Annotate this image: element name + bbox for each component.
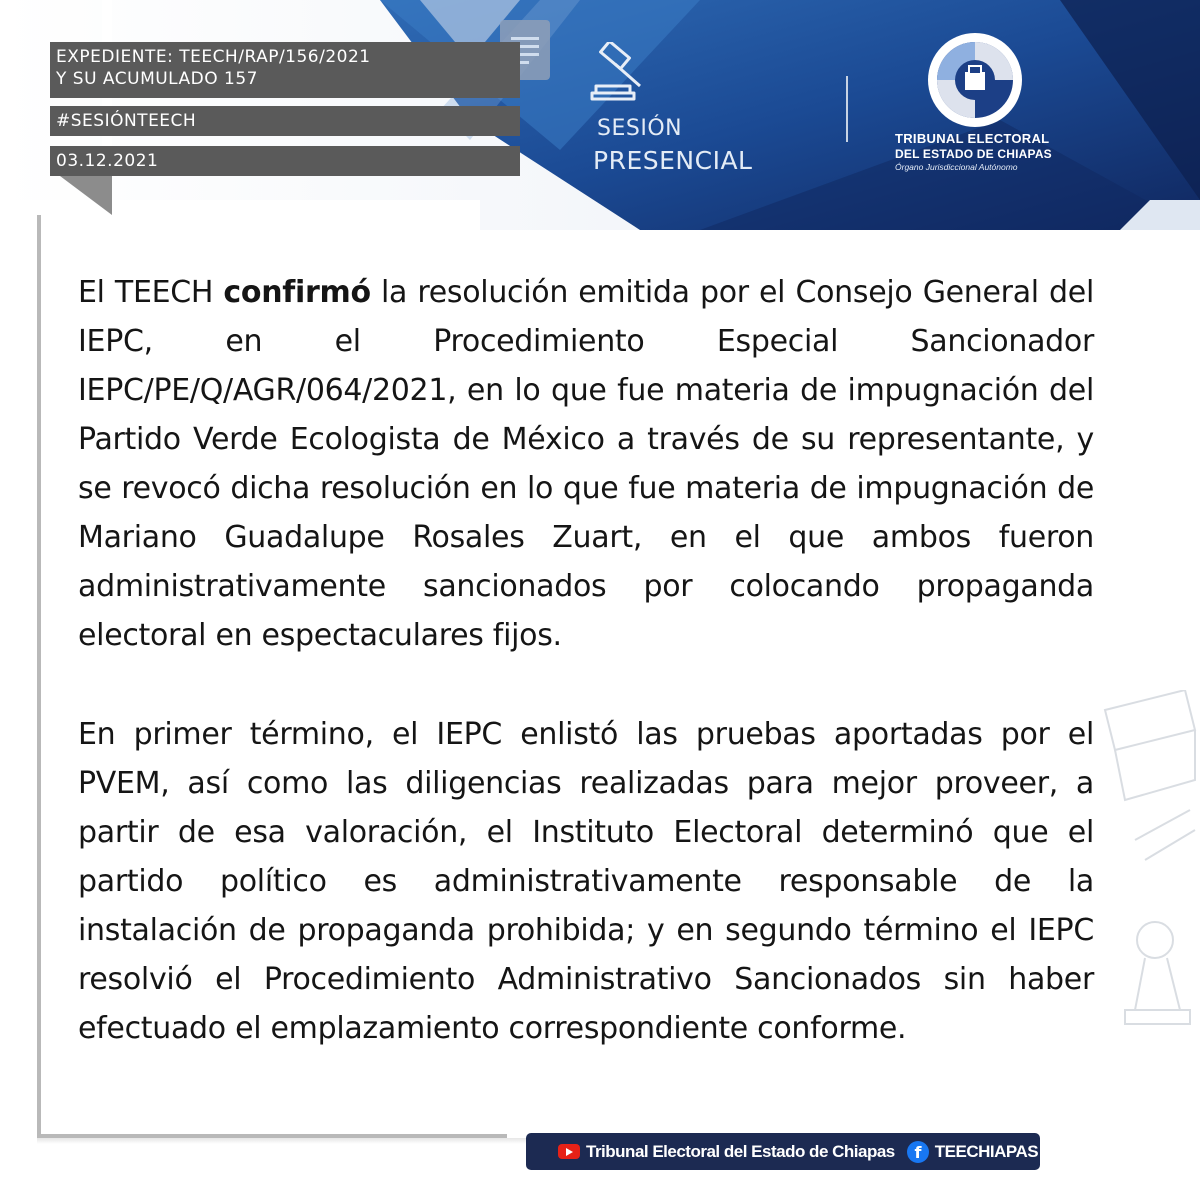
youtube-icon[interactable] [558,1144,580,1159]
youtube-channel-label[interactable]: Tribunal Electoral del Estado de Chiapas [586,1141,895,1161]
court-name-line2: DEL ESTADO DE CHIAPAS [895,147,1052,161]
case-number-line2: Y SU ACUMULADO 157 [56,69,258,89]
session-label-2: PRESENCIAL [593,146,753,175]
paragraph-1 [78,268,1094,660]
frame-left-border [37,215,41,1138]
facebook-page-label[interactable]: TEECHIAPAS [934,1141,1039,1161]
facebook-icon[interactable]: f [907,1141,929,1163]
session-label-1: SESIÓN [597,116,683,141]
paragraph-1-rest: la resolución emitida por el Consejo General del IEPC, en el Procedimiento Especial Sancionador IEPC/PE/Q/AGR/064/2021, en lo que fue materia de impugnación del Partido Verde Ecologista de México a través de su representante, y se revocó dicha resolución en lo que fue materia de impugnación de Mariano Guadalupe Rosales Zuart, en el que ambos fueron administrativamente sancionados por colocando propaganda electoral en espectaculares fijos. [78,275,1094,653]
court-name-line1: TRIBUNAL ELECTORAL [895,131,1050,146]
hashtag-box [50,106,520,136]
paragraph-1-bold: confirmó [223,275,371,310]
court-subtitle: Órgano Jurisdiccional Autónomo [895,162,1018,172]
tribunal-logo [925,30,1025,130]
gavel-icon [588,42,656,102]
date-text: 03.12.2021 [56,151,159,171]
social-footer-bar [526,1133,1040,1170]
decorative-illustration [1095,690,1200,1050]
hashtag-text: #SESIÓNTEECH [56,111,197,131]
case-number-box [50,42,520,98]
paragraph-1-start: El TEECH [78,275,224,310]
header-divider [846,76,848,142]
date-box [50,146,520,176]
frame-shadow [37,1138,537,1144]
paragraph-2: En primer término, el IEPC enlistó las pruebas aportadas por el PVEM, así como las diligencias realizadas para mejor proveer, a partir de esa valoración, el Instituto Electoral determinó que el partido político es administrativamente responsable de la instalación de propaganda prohibida; y en segundo término el IEPC resolvió el Procedimiento Administrativo Sancionados sin haber efectuado el emplazamiento correspondiente conforme. [78,717,1094,1046]
case-number-line1: EXPEDIENTE: TEECH/RAP/156/2021 [56,47,371,67]
